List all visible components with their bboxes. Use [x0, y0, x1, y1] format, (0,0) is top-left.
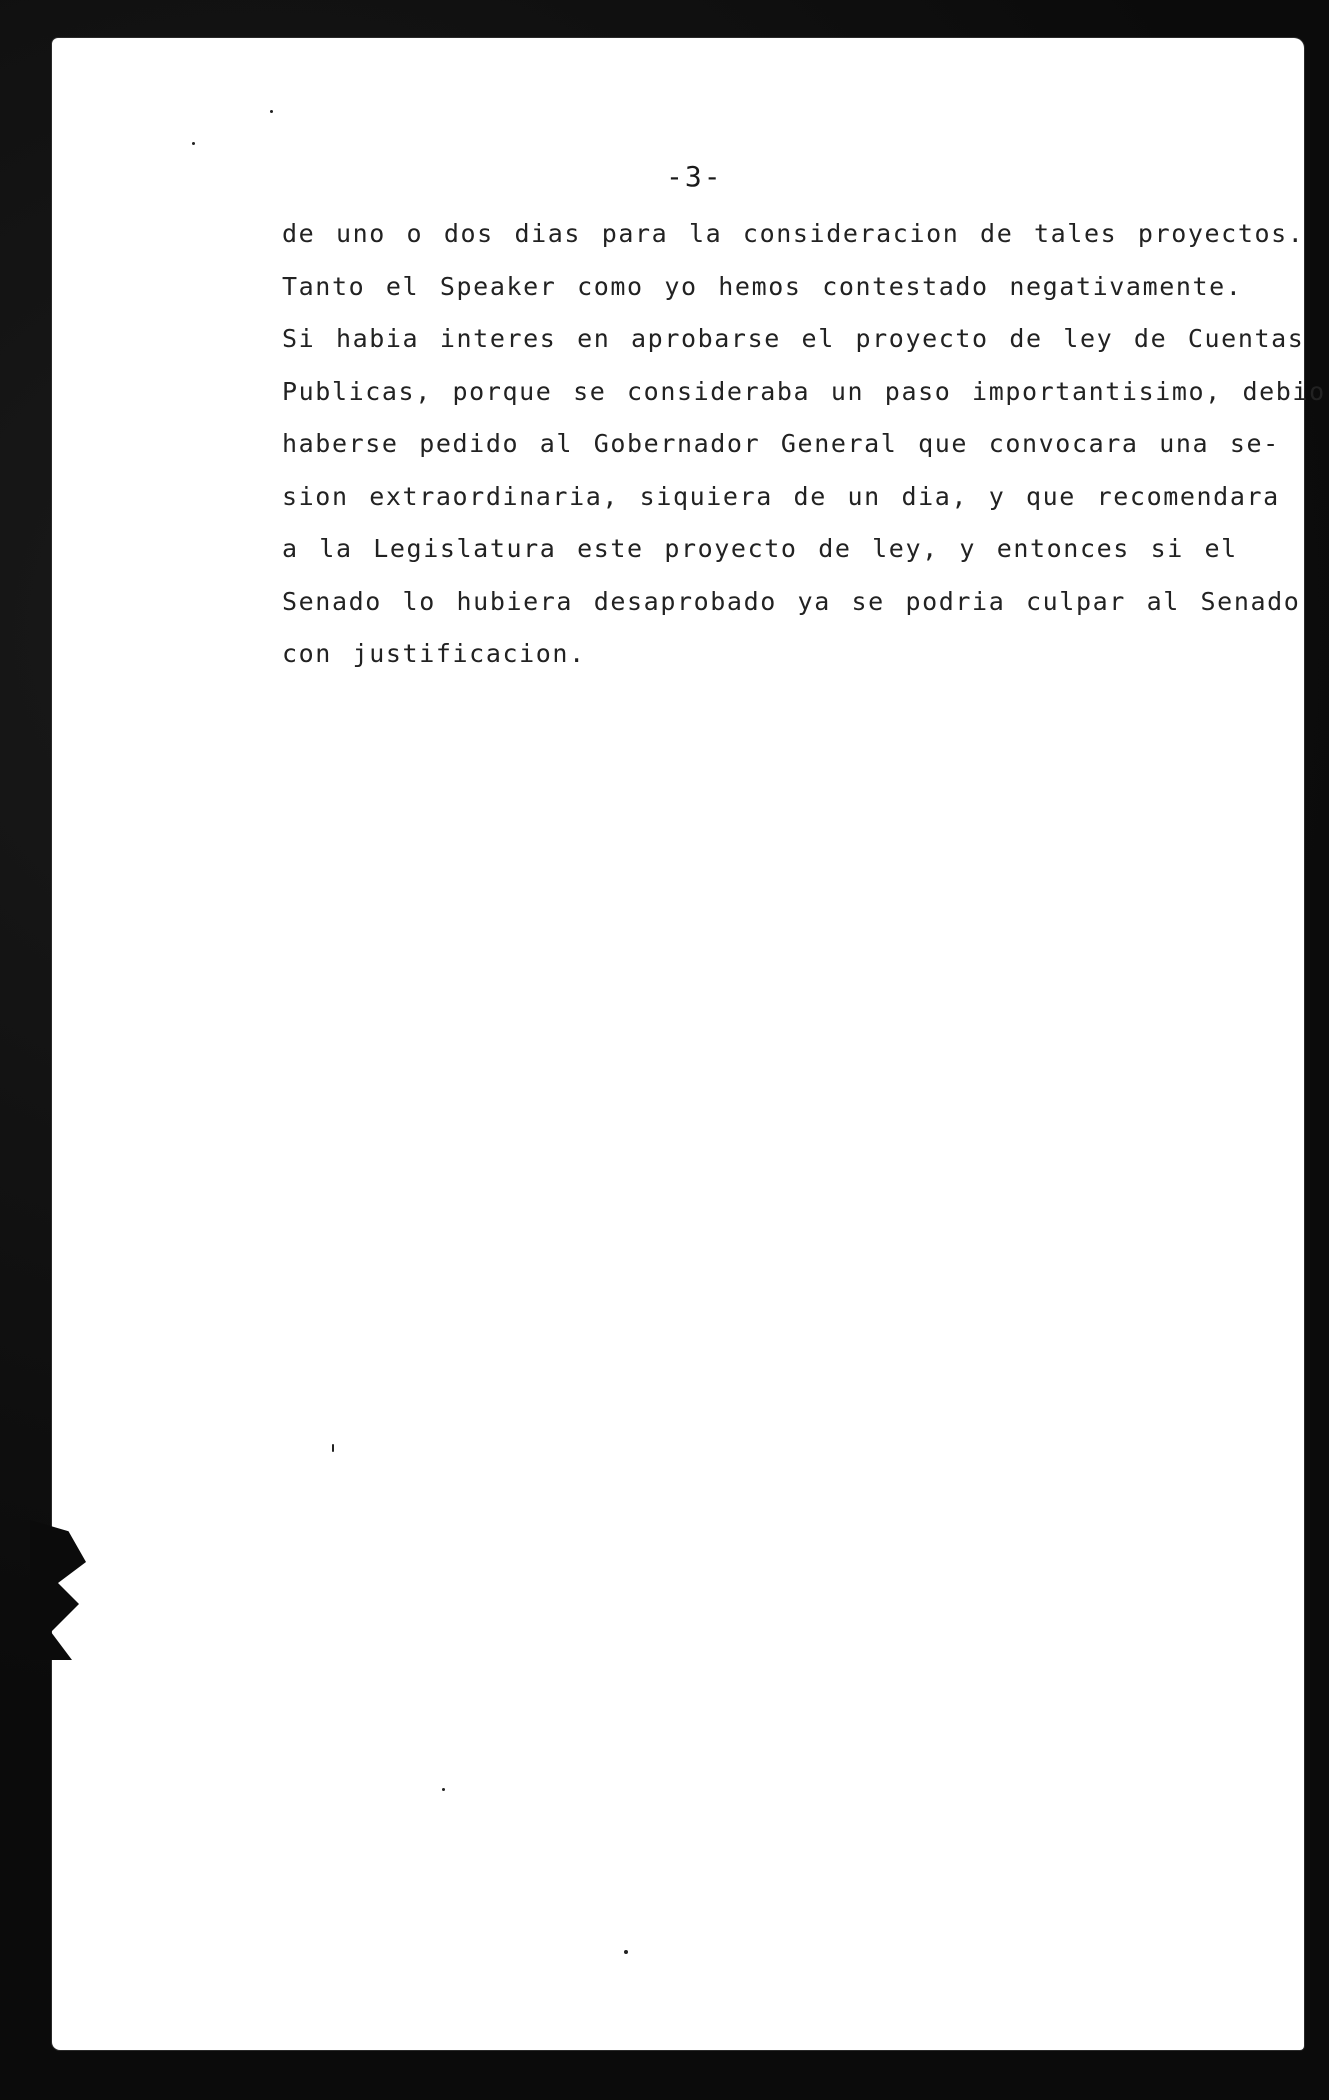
text-line: haberse pedido al Gobernador General que convocara una se- [282, 429, 1280, 458]
text-line: Tanto el Speaker como yo hemos contestado negativamente. [282, 271, 1243, 301]
text-line: de uno o dos dias para la consideracion de tales proyectos. [282, 219, 1305, 248]
page-number: -3- [666, 160, 723, 193]
paper-speck [624, 1950, 628, 1954]
text-line: Senado lo hubiera desaprobado ya se podria culpar al Senado [282, 586, 1301, 616]
document-body [282, 208, 1326, 681]
paper-speck [332, 1444, 334, 1452]
text-line: Si habia interes en aprobarse el proyecto de ley de Cuentas [282, 324, 1305, 353]
text-line: sion extraordinaria, siquiera de un dia, y que recomendara [282, 481, 1280, 511]
text-line: Publicas, porque se consideraba un paso importantisimo, debio [282, 376, 1326, 406]
text-line: a la Legislatura este proyecto de ley, y entonces si el [282, 534, 1238, 563]
paper-speck [192, 142, 195, 145]
text-line: con justificacion. [282, 639, 586, 668]
paper-speck [270, 110, 273, 113]
paper-speck [442, 1788, 445, 1791]
